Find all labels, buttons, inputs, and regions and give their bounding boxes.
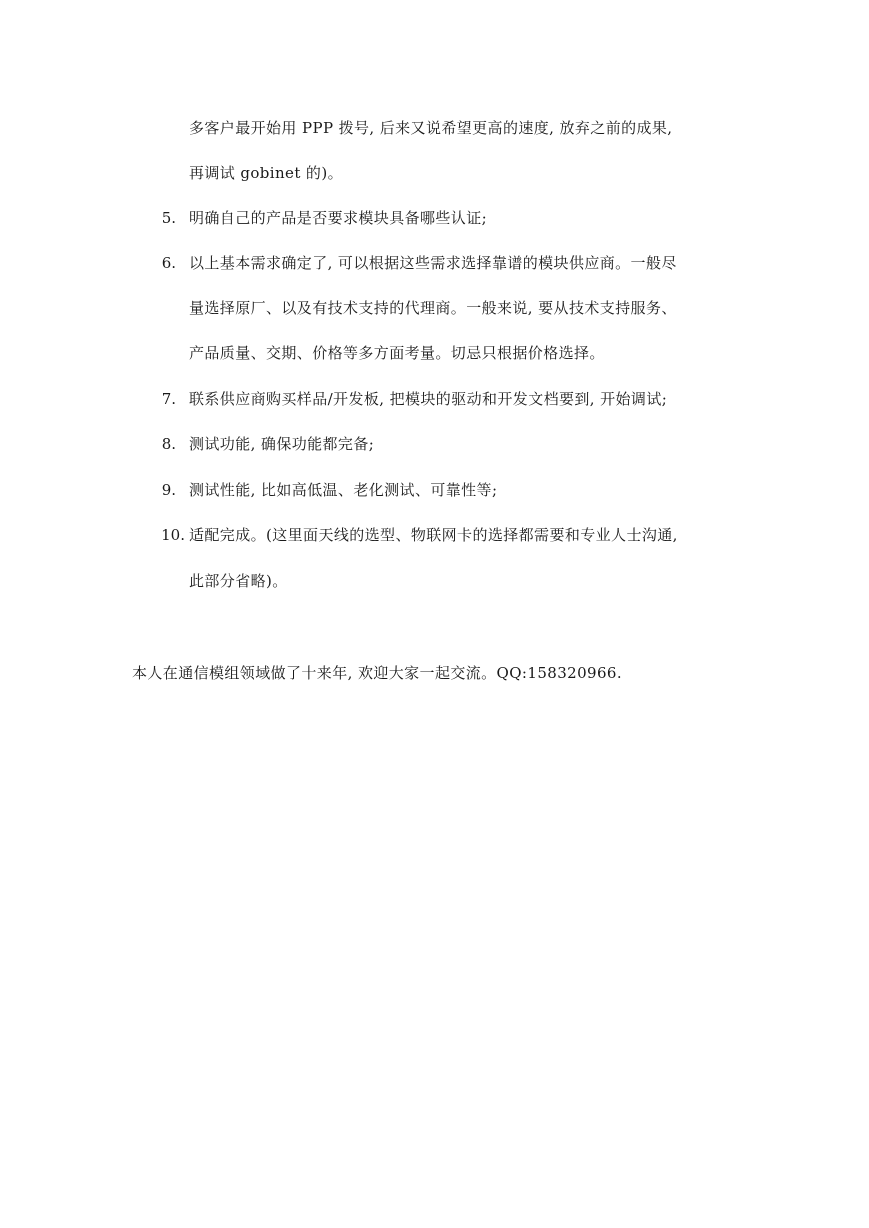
list-item-text: 量选择原厂、以及有技术支持的代理商。一般来说, 要从技术支持服务、 xyxy=(189,299,677,317)
list-item-text: 联系供应商购买样品/开发板, 把模块的驱动和开发文档要到, 开始调试; xyxy=(189,390,668,408)
continuation-line-1: 多客户最开始用 PPP 拨号, 后来又说希望更高的速度, 放弃之前的成果, xyxy=(189,119,673,137)
list-item-number: 7. xyxy=(161,390,176,408)
list-item-text: 明确自己的产品是否要求模块具备哪些认证; xyxy=(189,209,488,227)
author-contact-note: 本人在通信模组领域做了十来年, 欢迎大家一起交流。QQ:158320966. xyxy=(132,664,623,682)
list-item-number: 10. xyxy=(161,526,185,544)
list-item-text: 此部分省略)。 xyxy=(189,572,288,590)
list-item-number: 6. xyxy=(161,254,176,272)
list-item-number: 5. xyxy=(161,209,176,227)
list-item-text: 以上基本需求确定了, 可以根据这些需求选择靠谱的模块供应商。一般尽 xyxy=(189,254,677,272)
list-item-number: 8. xyxy=(161,435,176,453)
continuation-line-2: 再调试 gobinet 的)。 xyxy=(189,164,343,182)
list-item-text: 测试功能, 确保功能都完备; xyxy=(189,435,375,453)
list-item-text: 产品质量、交期、价格等多方面考量。切忌只根据价格选择。 xyxy=(189,344,605,362)
list-item-text: 测试性能, 比如高低温、老化测试、可靠性等; xyxy=(189,481,498,499)
list-item-text: 适配完成。(这里面天线的选型、物联网卡的选择都需要和专业人士沟通, xyxy=(189,526,678,544)
list-item-number: 9. xyxy=(161,481,176,499)
